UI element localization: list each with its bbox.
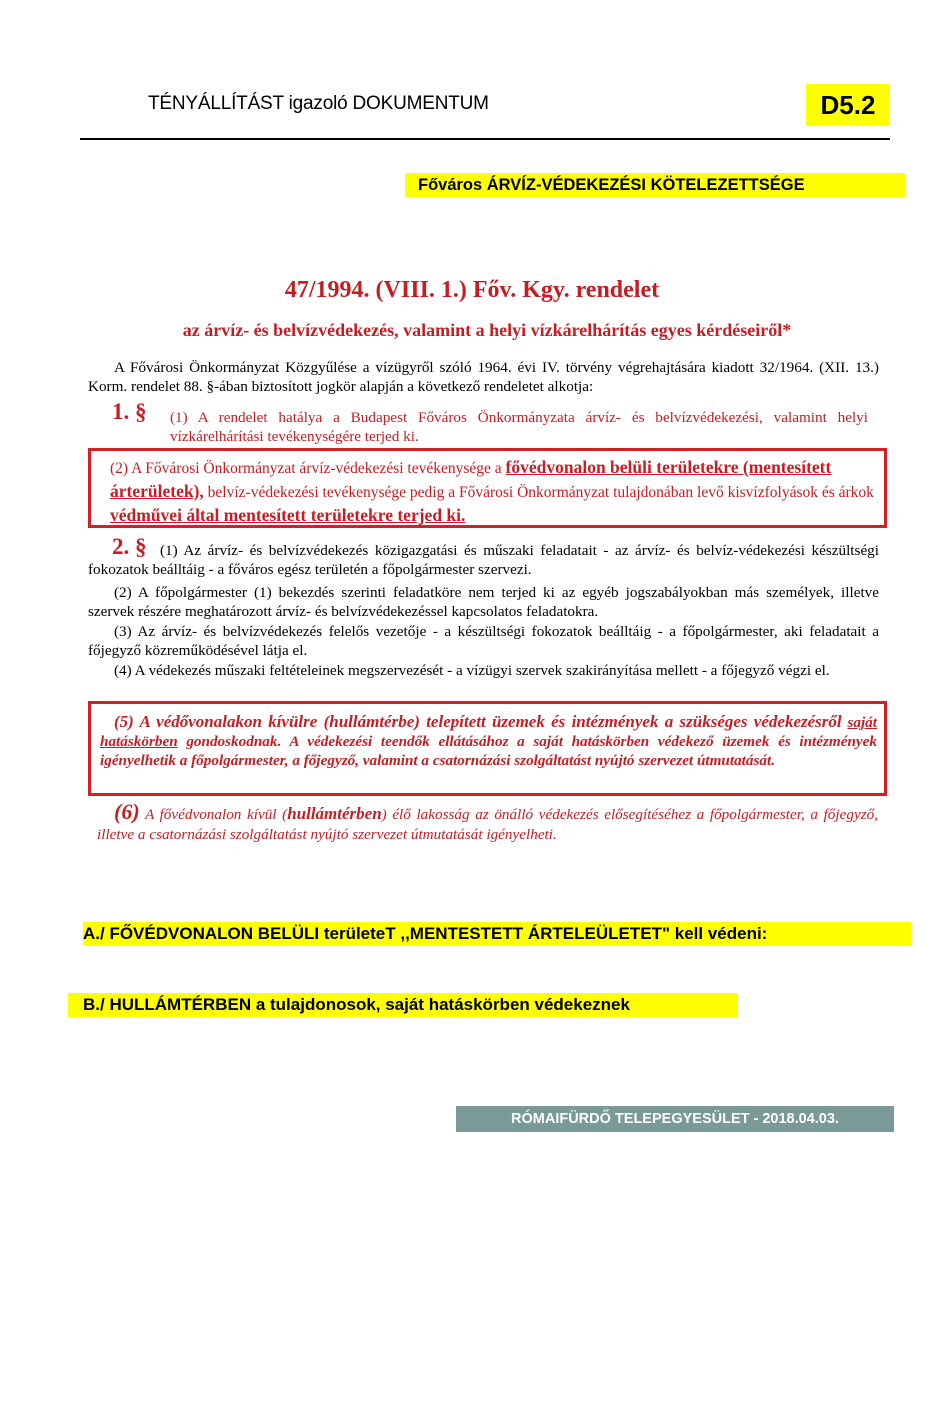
section-2-number: 2. §	[112, 534, 147, 559]
section-2-paragraph-1: (1) Az árvíz- és belvízvédekezés közigazgatási és műszaki feladatait - az árvíz- és belvíz-védekezési készültségi fokozatok beálltáig - a főváros egész területén a főpolgármester szervezi.	[88, 542, 879, 578]
section-1-p2-text-a: (2) A Fővárosi Önkormányzat árvíz-védekezési tevékenysége a	[110, 460, 502, 477]
section-2-p6-emphasis: hullámtérben	[287, 804, 382, 823]
section-1-number: 1. §	[112, 399, 147, 424]
decree-title: 47/1994. (VIII. 1.) Főv. Kgy. rendelet	[284, 277, 660, 303]
subject-highlight: Főváros ÁRVÍZ-VÉDEKEZÉSI KÖTELEZETTSÉGE	[405, 173, 905, 197]
section-1-paragraph-2	[110, 456, 880, 528]
section-2-p6-text-a: A fővédvonalon kívül (	[144, 806, 288, 823]
section-2-paragraph-6	[97, 799, 878, 845]
section-2-p5-text-a: (5) A védővonalakon kívülre (hullámtérbe) telepített üzemek és intézmények a szükséges védekezésről	[114, 712, 842, 731]
section-2-paragraph-3: (3) Az árvíz- és belvízvédekezés felelős vezetője - a készültségi fokozatok beálltáig - a főpolgármester, aki feladatait a főjegyző közreműködésével látja el.	[88, 623, 879, 659]
section-2-paragraph-4: (4) A védekezés műszaki feltételeinek megszervezését - a vízügyi szervek szakirányítása mellett - a főjegyző végzi el.	[114, 662, 830, 679]
section-1-p2-emphasis-2: védművei által mentesített területekre terjed ki.	[110, 505, 466, 525]
section-2-paragraph-2: (2) A főpolgármester (1) bekezdés szerinti feladatköre nem terjed ki az egyéb jogszabályokban más személyek, illetve szervek részére meghatározott árvíz- és belvízvédekezéssel kapcsolatos feladatokra.	[88, 584, 879, 620]
header-divider	[80, 138, 890, 140]
section-2-p5-text-c: gondoskodnak. A védekezési teendők ellátásához a saját hatáskörben védekező üzemek és intézmények igényelhetik a főpolgármester, a főjegyző, valamint a csatornázási szolgáltatást nyújtó szervezet útmutatását.	[100, 733, 878, 769]
section-1-p2-text-c: belvíz-védekezési tevékenysége pedig a Fővárosi Önkormányzat tulajdonában levő kisvízfolyások és árkok	[207, 484, 874, 501]
summary-point-b: B./ HULLÁMTÉRBEN a tulajdonosok, saját hatáskörben védekeznek	[68, 993, 738, 1017]
footer-signature: RÓMAIFÜRDŐ TELEPEGYESÜLET - 2018.04.03.	[456, 1106, 894, 1132]
section-2-p6-number: (6)	[114, 799, 140, 824]
section-1-p2-emphasis-1: fővédvonalon belüli területekre (mentesített árterületek),	[110, 457, 832, 501]
section-2-paragraph-5	[100, 712, 877, 770]
section-2-p6-text-c: ) élő lakosság az önálló védekezés elősegítéséhez a főpolgármester, a főjegyző, illetve a csatornázási szolgáltatást nyújtó szervezet útmutatását igényelheti.	[97, 806, 878, 843]
document-header-title: TÉNYÁLLÍTÁST igazoló DOKUMENTUM	[148, 93, 489, 114]
summary-point-a: A./ FŐVÉDVONALON BELÜLI területeT ,,MENTESTETT ÁRTELEÜLETET" kell védeni:	[83, 922, 911, 946]
document-code-badge: D5.2	[806, 84, 890, 126]
section-2-p5-emphasis: saját hatáskörben	[100, 714, 877, 750]
section-1-paragraph-1: (1) A rendelet hatálya a Budapest Főváros Önkormányzata árvíz- és belvízvédekezési, valamint helyi vízkárelhárítási tevékenységére terjed ki.	[170, 409, 868, 445]
decree-preamble: A Fővárosi Önkormányzat Közgyűlése a vízügyről szóló 1964. évi IV. törvény végrehajtására kiadott 32/1964. (XII. 13.) Korm. rendelet 88. §-ában biztosított jogkör alapján a következő rendeletet alkotja:	[88, 359, 879, 395]
decree-subtitle: az árvíz- és belvízvédekezés, valamint a helyi vízkárelhárítás egyes kérdéseiről*	[182, 320, 792, 340]
